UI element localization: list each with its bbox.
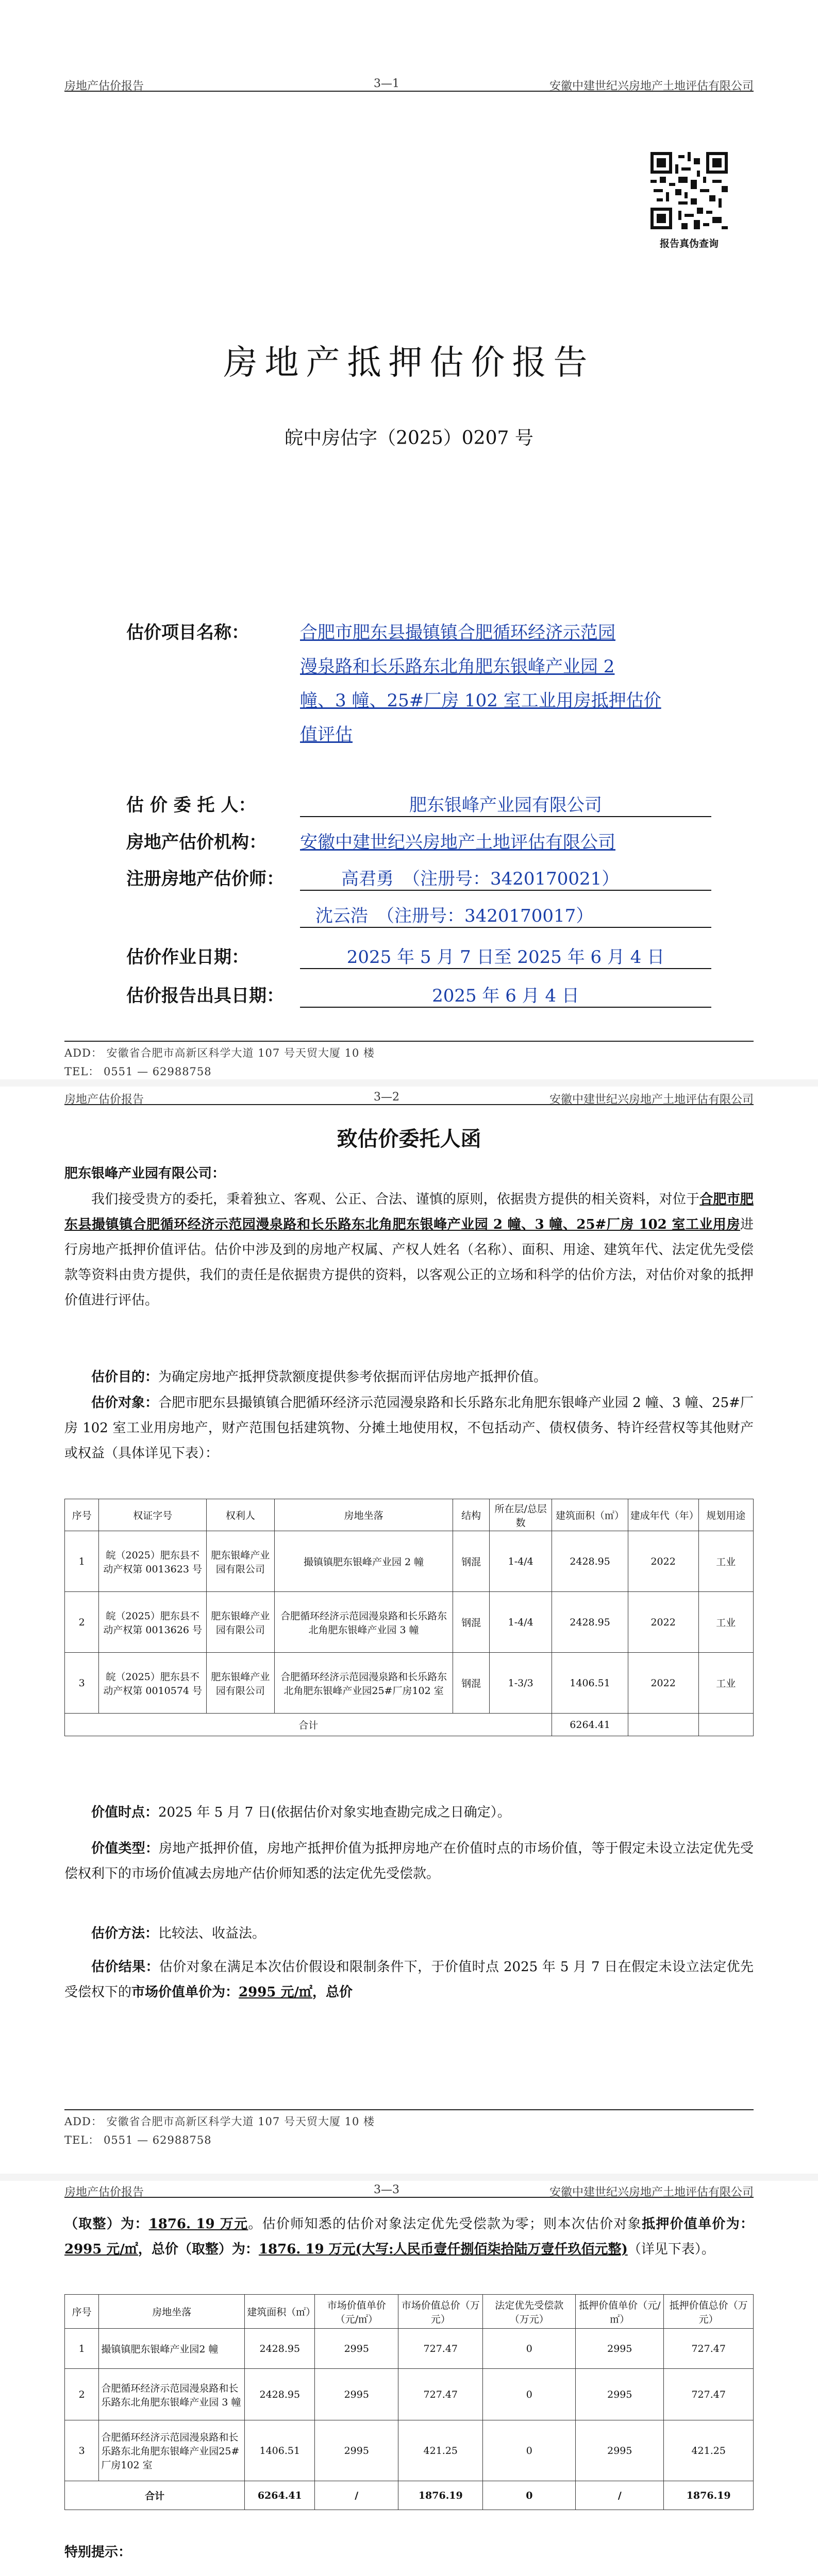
col-structure: 结构	[453, 1499, 490, 1531]
cell: 2022	[628, 1531, 698, 1592]
table-row	[65, 2420, 754, 2481]
page-footer	[64, 2109, 754, 2146]
cell: 2	[65, 1592, 99, 1653]
table-row	[65, 2369, 754, 2420]
table-total-row	[65, 1714, 754, 1736]
cell: 421.25	[664, 2420, 754, 2481]
appraiser-2	[300, 902, 711, 928]
mortgage-total-value: 1876. 19 万元	[258, 2242, 356, 2257]
col-location: 房地坐落	[274, 1499, 453, 1531]
col-market-total: 市场价值总价（万元）	[398, 2295, 483, 2329]
page-footer	[64, 1041, 754, 1078]
col-mortgage-total: 抵押价值总价（万元）	[664, 2295, 754, 2329]
header-page-number: 3—3	[374, 2183, 399, 2196]
result-text-a: 估价对象在满足本次估价假设和限制条件下，于价值时点 2025 年 5 月 7 日在假定未设立法定优先受偿权下的	[64, 1959, 754, 2000]
cell: 727.47	[664, 2329, 754, 2369]
cell: 皖（2025）肥东县不动产权第 0010574 号	[99, 1653, 207, 1714]
cell: 2428.95	[552, 1592, 628, 1653]
cell: 钢混	[453, 1653, 490, 1714]
header-company: 安徽中建世纪兴房地产土地评估有限公司	[549, 2186, 754, 2199]
footer-address: ADD： 安徽省合肥市高新区科学大道 107 号天贸大厦 10 楼	[64, 1047, 375, 1059]
page-header	[64, 77, 754, 92]
footer-tel: TEL： 0551 — 62988758	[64, 2134, 212, 2146]
project-line-3: 幢、3 幢、25#厂房 102 室工业用房抵押估价	[300, 690, 661, 711]
cell: 合肥循环经济示范园漫泉路和长乐路东北角肥东银峰产业园 3 幢	[99, 2369, 245, 2420]
mortgage-unit-price: 2995 元/㎡	[64, 2242, 138, 2257]
cell: 727.47	[664, 2369, 754, 2420]
total-label: 合计	[65, 1714, 552, 1736]
value-type-text: 房地产抵押价值，房地产抵押价值为抵押房地产在价值时点的市场价值，等于假定未设立法定优先受偿权利下的市场价值减去房地产估价师知悉的法定优先受偿款。	[64, 1841, 754, 1882]
total-text-d: 抵押价值单价为：	[642, 2216, 754, 2232]
col-year: 建成年代（年）	[628, 1499, 698, 1531]
result-line	[64, 1955, 754, 2005]
value-type-line	[64, 1836, 754, 1887]
total-text-i: （详见下表）。	[627, 2242, 715, 2257]
work-date-label: 估价作业日期：	[126, 947, 249, 968]
tip-1	[64, 2572, 754, 2576]
cell: 工业	[698, 1653, 753, 1714]
object-label: 估价对象：	[91, 1395, 159, 1411]
page-separator	[0, 2174, 818, 2181]
client-value	[300, 791, 711, 817]
cell: 钢混	[453, 1592, 490, 1653]
intro-text-a: 我们接受贵方的委托，秉着独立、客观、公正、合法、谨慎的原则，依据贵方提供的相关资料，对位于	[91, 1192, 700, 1207]
work-date-value	[300, 943, 711, 969]
report-title: 房地产抵押估价报告	[223, 343, 595, 382]
client-label: 估 价 委 托 人：	[126, 795, 256, 816]
col-market-unit: 市场价值单价（元/㎡）	[315, 2295, 398, 2329]
cell: 皖（2025）肥东县不动产权第 0013623 号	[99, 1531, 207, 1592]
total-area: 6264.41	[552, 1714, 628, 1736]
cover-page	[0, 0, 818, 1079]
cell: 1-4/4	[489, 1592, 552, 1653]
method-line	[64, 1921, 754, 1946]
qr-code-icon	[650, 152, 728, 229]
total-priority-claims: 0	[483, 2481, 576, 2510]
col-area: 建筑面积（㎡）	[245, 2295, 315, 2329]
result-text-b: 市场价值单价为：	[131, 1985, 239, 2000]
col-priority-claims: 法定优先受偿款（万元）	[483, 2295, 576, 2329]
total-text-a: （取整）为：	[64, 2216, 149, 2232]
project-value	[300, 616, 712, 752]
appraiser-1-text: 高君勇 （注册号：3420170021）	[341, 869, 620, 889]
letter-title: 致估价委托人函	[337, 1127, 481, 1151]
footer-address: ADD： 安徽省合肥市高新区科学大道 107 号天贸大厦 10 楼	[64, 2115, 375, 2128]
result-text-d: ，总价	[312, 1985, 353, 2000]
header-company: 安徽中建世纪兴房地产土地评估有限公司	[549, 80, 754, 93]
cell: 皖（2025）肥东县不动产权第 0013626 号	[99, 1592, 207, 1653]
appraiser-2-text: 沈云浩 （注册号：3420170017）	[315, 906, 594, 926]
col-area: 建筑面积（㎡）	[552, 1499, 628, 1531]
cell: 1-4/4	[489, 1531, 552, 1592]
cell: 2	[65, 2369, 99, 2420]
total-value-paragraph	[64, 2212, 754, 2262]
value-type-label: 价值类型：	[91, 1841, 159, 1856]
total-market-unit: /	[315, 2481, 398, 2510]
cell: 钢混	[453, 1531, 490, 1592]
table-row	[65, 1653, 754, 1714]
col-cert: 权证字号	[99, 1499, 207, 1531]
result-label: 估价结果：	[91, 1959, 159, 1975]
cell: 工业	[698, 1531, 753, 1592]
col-mortgage-unit: 抵押价值单价（元/㎡）	[576, 2295, 664, 2329]
header-left: 房地产估价报告	[64, 2186, 144, 2199]
cell: 727.47	[398, 2329, 483, 2369]
cell: 2995	[315, 2329, 398, 2369]
property-table	[64, 1499, 754, 1736]
object-text: 合肥市肥东县撮镇镇合肥循环经济示范园漫泉路和长乐路东北角肥东银峰产业园 2 幢、3 幢、25#厂房 102 室工业用房地产，财产范围包括建筑物、分摊土地使用权，不包括动产、债权债务、特许经营权等其他财产或权益（具体详见下表）：	[64, 1395, 754, 1461]
cell: 1406.51	[552, 1653, 628, 1714]
cell: 2428.95	[245, 2369, 315, 2420]
table-row	[65, 1531, 754, 1592]
table-row	[65, 2329, 754, 2369]
header-left: 房地产估价报告	[64, 1093, 144, 1106]
report-number: 皖中房估字（2025）0207 号	[285, 428, 533, 449]
project-line-1: 合肥市肥东县撮镇镇合肥循环经济示范园	[300, 622, 615, 643]
agency-label: 房地产估价机构：	[126, 832, 266, 853]
table-row	[65, 1592, 754, 1653]
letter-page	[0, 1087, 818, 2174]
issue-date-value	[300, 981, 711, 1008]
cell: 肥东银峰产业园有限公司	[206, 1531, 274, 1592]
purpose-label: 估价目的：	[91, 1369, 159, 1385]
qr-code[interactable]	[650, 152, 728, 229]
letter-addressee: 肥东银峰产业园有限公司：	[64, 1166, 226, 1181]
client-text: 肥东银峰产业园有限公司	[409, 795, 602, 816]
cell: 工业	[698, 1592, 753, 1653]
total-market-total: 1876.19	[398, 2481, 483, 2510]
appraiser-label: 注册房地产估价师：	[126, 869, 284, 889]
valuation-table	[64, 2294, 754, 2510]
cell: 0	[483, 2329, 576, 2369]
intro-text-c: 进行房地产抵押价值评估。估价中涉及到的房地产权属、产权人姓名（名称）、面积、用途、建筑年代、法定优先受偿款等资料由贵方提供，我们的责任是依据贵方提供的资料，以客观公正的立场和科学的估价方法，对估价对象的抵押价值进行评估。	[64, 1217, 754, 1308]
cell: 727.47	[398, 2369, 483, 2420]
header-page-number: 3—1	[374, 77, 399, 90]
issue-date-text: 2025 年 6 月 4 日	[432, 986, 579, 1006]
method-label: 估价方法：	[91, 1926, 159, 1941]
total-label: 合计	[65, 2481, 245, 2510]
cell: 肥东银峰产业园有限公司	[206, 1653, 274, 1714]
value-date-text: 2025 年 5 月 7 日(依据估价对象实地查勘完成之日确定）。	[158, 1805, 511, 1820]
col-use: 规划用途	[698, 1499, 753, 1531]
cell: 2022	[628, 1653, 698, 1714]
total-mortgage-unit: /	[576, 2481, 664, 2510]
col-floors: 所在层/总层数	[489, 1499, 552, 1531]
object-line	[64, 1391, 754, 1466]
property-table-header	[65, 1499, 754, 1531]
page-header	[64, 1091, 754, 1105]
cell: 0	[483, 2369, 576, 2420]
cell: 1	[65, 1531, 99, 1592]
intro-property: 合肥市肥东县撮镇镇合肥循环经济示范园漫泉路和长乐路东北角肥东银峰产业园 2 幢、3 幢、25#厂房 102 室工业用房	[64, 1192, 754, 1232]
col-owner: 权利人	[206, 1499, 274, 1531]
footer-tel: TEL： 0551 — 62988758	[64, 1065, 212, 1078]
col-seq: 序号	[65, 1499, 99, 1531]
header-company: 安徽中建世纪兴房地产土地评估有限公司	[549, 1093, 754, 1106]
agency-value: 安徽中建世纪兴房地产土地评估有限公司	[300, 832, 615, 853]
result-page	[0, 2181, 818, 2576]
work-date-text: 2025 年 5 月 7 日至 2025 年 6 月 4 日	[346, 947, 665, 968]
value-date-line	[64, 1800, 754, 1825]
cell: 2428.95	[245, 2329, 315, 2369]
cell: 2022	[628, 1592, 698, 1653]
cell: 肥东银峰产业园有限公司	[206, 1592, 274, 1653]
cell: 撮镇镇肥东银峰产业园 2 幢	[274, 1531, 453, 1592]
cell: 合肥循环经济示范园漫泉路和长乐路东北角肥东银峰产业园 3 幢	[274, 1592, 453, 1653]
cell: 2995	[576, 2369, 664, 2420]
project-line-4: 值评估	[300, 724, 353, 745]
cell: 合肥循环经济示范园漫泉路和长乐路东北角肥东银峰产业园25#厂房102 室	[274, 1653, 453, 1714]
cell: 3	[65, 1653, 99, 1714]
cell: 1406.51	[245, 2420, 315, 2481]
cell: 2995	[576, 2420, 664, 2481]
qr-caption: 报告真伪查询	[659, 238, 719, 249]
method-text: 比较法、收益法。	[158, 1926, 266, 1941]
total-text-c: 。估价师知悉的估价对象法定优先受偿款为零；则本次估价对象	[248, 2216, 642, 2232]
purpose-line	[64, 1365, 754, 1390]
special-tips-label: 特别提示：	[64, 2545, 132, 2560]
total-text-f: ，总价（取整）为：	[138, 2242, 259, 2257]
cell: 0	[483, 2420, 576, 2481]
cell: 2428.95	[552, 1531, 628, 1592]
total-mortgage-total: 1876.19	[664, 2481, 754, 2510]
issue-date-label: 估价报告出具日期：	[126, 986, 284, 1006]
header-left: 房地产估价报告	[64, 80, 144, 93]
value-date-label: 价值时点：	[91, 1805, 159, 1820]
cell: 1	[65, 2329, 99, 2369]
cell: 1-3/3	[489, 1653, 552, 1714]
cell: 421.25	[398, 2420, 483, 2481]
project-line-2: 漫泉路和长乐路东北角肥东银峰产业园 2	[300, 656, 615, 677]
project-label: 估价项目名称：	[126, 622, 249, 643]
cell: 撮镇镇肥东银峰产业园2 幢	[99, 2329, 245, 2369]
appraiser-1	[300, 865, 711, 891]
page-separator	[0, 1079, 818, 1087]
letter-intro	[64, 1187, 754, 1313]
total-market-value: 1876. 19 万元	[148, 2216, 248, 2232]
cell: 2995	[315, 2369, 398, 2420]
header-page-number: 3—2	[374, 1091, 399, 1104]
purpose-text: 为确定房地产抵押贷款额度提供参考依据而评估房地产抵押价值。	[158, 1369, 547, 1385]
total-area: 6264.41	[245, 2481, 315, 2510]
page-header	[64, 2183, 754, 2198]
cell: 2995	[576, 2329, 664, 2369]
valuation-table-header	[65, 2295, 754, 2329]
col-location: 房地坐落	[99, 2295, 245, 2329]
col-seq: 序号	[65, 2295, 99, 2329]
cell: 合肥循环经济示范园漫泉路和长乐路东北角肥东银峰产业园25#厂房102 室	[99, 2420, 245, 2481]
amount-in-words: (大写:人民币壹仟捌佰柒拾陆万壹仟玖佰元整)	[355, 2242, 628, 2257]
table-total-row	[65, 2481, 754, 2510]
cell: 3	[65, 2420, 99, 2481]
cell: 2995	[315, 2420, 398, 2481]
result-unit-price: 2995 元/㎡	[239, 1985, 312, 2000]
